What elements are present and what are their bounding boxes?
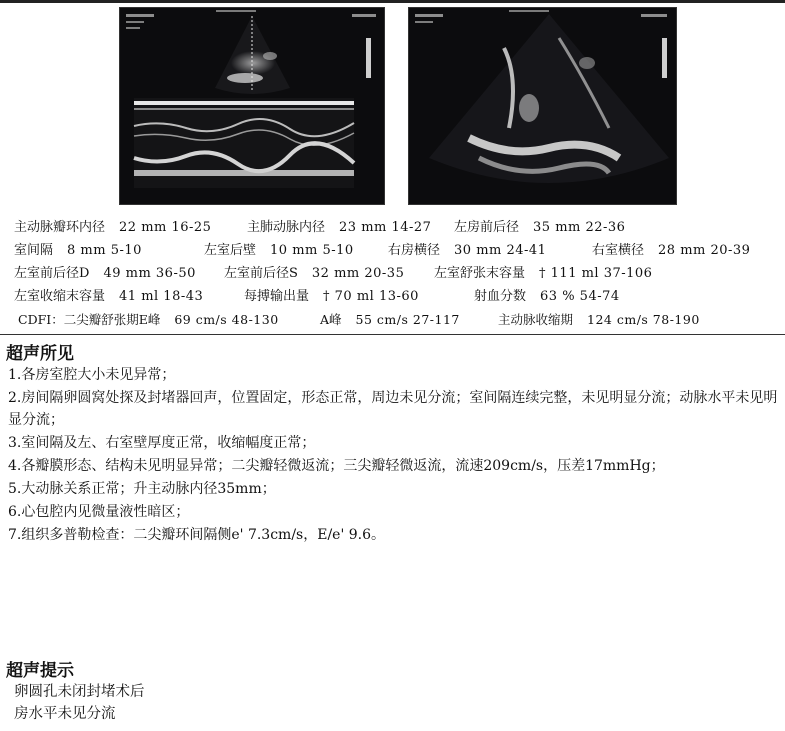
findings-list — [8, 364, 778, 547]
top-rule — [0, 0, 785, 3]
finding-item: 4.各瓣膜形态、结构未见明显异常；二尖瓣轻微返流；三尖瓣轻微返流，流速209cm/s，压差17mmHg； — [8, 458, 665, 474]
measurement-item: 左室后壁 10 mm 5-10 — [204, 243, 354, 258]
ultrasound-image-m-mode — [119, 7, 385, 205]
measurement-item: 右房横径 30 mm 24-41 — [388, 243, 547, 258]
finding-item: 2.房间隔卵圆窝处探及封堵器回声，位置固定，形态正常，周边未见分流；室间隔连续完整，未见明显分流；动脉水平未见明显分流； — [8, 390, 778, 428]
measurement-item: 射血分数 63 % 54-74 — [474, 289, 620, 304]
measurement-row — [14, 285, 779, 308]
measurement-row — [14, 239, 779, 262]
measurement-item: 左室舒张末容量 † 111 ml 37-106 — [434, 266, 653, 281]
finding-item: 6.心包腔内见微量液性暗区； — [8, 504, 190, 520]
measurement-item: 左房前后径 35 mm 22-36 — [454, 220, 626, 235]
conclusion-item: 卵圆孔未闭封堵术后 — [14, 684, 145, 700]
measurement-item: 每搏输出量 † 70 ml 13-60 — [244, 289, 419, 304]
measurement-item: 左室前后径S 32 mm 20-35 — [224, 266, 405, 281]
finding-item: 5.大动脉关系正常；升主动脉内径35mm； — [8, 481, 276, 497]
measurement-item: 主肺动脉内径 23 mm 14-27 — [247, 220, 432, 235]
ultrasound-image-4-chamber — [408, 7, 677, 205]
cdfi-a-peak: A峰 55 cm/s 27-117 — [320, 312, 460, 327]
conclusion-list — [14, 681, 145, 725]
measurement-row — [14, 262, 779, 285]
finding-item: 1.各房室腔大小未见异常； — [8, 367, 176, 383]
cdfi-aortic: 主动脉收缩期 124 cm/s 78-190 — [498, 312, 700, 327]
measurement-item: 主动脉瓣环内径 22 mm 16-25 — [14, 220, 212, 235]
cdfi-row — [14, 308, 779, 331]
findings-title: 超声所见 — [6, 344, 74, 364]
measurement-table — [14, 216, 779, 331]
finding-item: 7.组织多普勒检查：二尖瓣环间隔侧e' 7.3cm/s，E/e' 9.6。 — [8, 527, 386, 543]
conclusion-title: 超声提示 — [6, 661, 74, 681]
conclusion-item: 房水平未见分流 — [14, 706, 116, 722]
measurement-item: 右室横径 28 mm 20-39 — [592, 243, 751, 258]
measurement-item: 左室收缩末容量 41 ml 18-43 — [14, 289, 204, 304]
measurement-item: 左室前后径D 49 mm 36-50 — [14, 266, 196, 281]
measurement-row — [14, 216, 779, 239]
measurement-item: 室间隔 8 mm 5-10 — [14, 243, 142, 258]
section-divider — [0, 334, 785, 335]
finding-item: 3.室间隔及左、右室壁厚度正常，收缩幅度正常； — [8, 435, 316, 451]
cdfi-e-peak: CDFI：二尖瓣舒张期E峰 69 cm/s 48-130 — [18, 312, 279, 327]
